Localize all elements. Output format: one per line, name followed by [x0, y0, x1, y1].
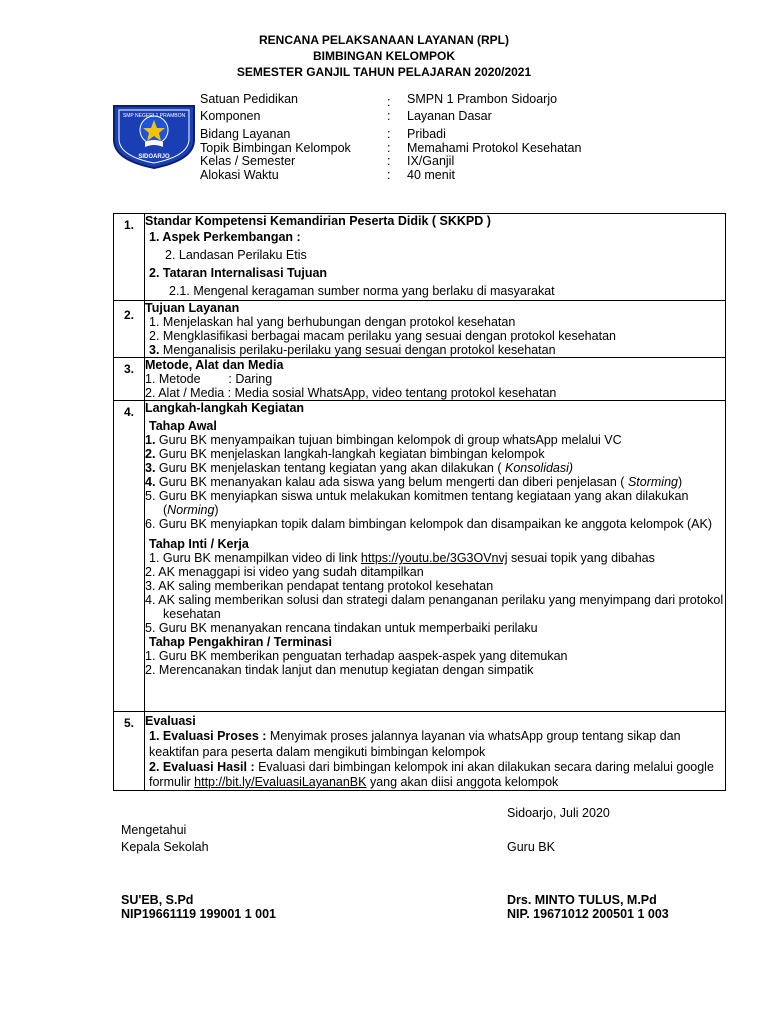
method-line: 1. Metode : Daring: [145, 372, 273, 386]
list-item: 2. Merencanakan tindak lanjut dan menutup kegiatan dengan simpatik: [145, 663, 534, 677]
list-item: 2. Landasan Perilaku Etis: [165, 248, 307, 262]
list-item: 1. Guru BK memberikan penguatan terhadap aaspek-aspek yang ditemukan: [145, 649, 568, 663]
acknowledge-label: Mengetahui: [121, 823, 187, 837]
identity-colon: :: [387, 109, 391, 123]
media-line: 2. Alat / Media : Media sosial WhatsApp, video tentang protokol kesehatan: [145, 386, 557, 400]
evaluation-form-link[interactable]: http://bit.ly/EvaluasiLayananBK: [194, 775, 367, 789]
table-row: [114, 401, 726, 712]
list-item: 3. Guru BK menjelaskan tentang kegiatan yang akan dilakukan ( Konsolidasi): [145, 461, 574, 475]
section-body: [145, 301, 726, 358]
doc-title-line-1: RENCANA PELAKSANAAN LAYANAN (RPL): [258, 33, 509, 47]
identity-value: IX/Ganjil: [407, 154, 455, 168]
doc-title-line-3: SEMESTER GANJIL TAHUN PELAJARAN 2020/2021: [236, 65, 532, 79]
counselor-nip: NIP. 19671012 200501 1 003: [507, 907, 669, 921]
list-item: 1. Guru BK menyampaikan tujuan bimbingan kelompok di group whatsApp melalui VC: [145, 433, 622, 447]
identity-label: Topik Bimbingan Kelompok: [200, 141, 351, 155]
list-item: 2. AK menaggapi isi video yang sudah ditampilkan: [145, 565, 424, 579]
plan-table: [113, 213, 726, 791]
section-number: 3.: [114, 358, 145, 401]
list-item: 2. Guru BK menjelaskan langkah-langkah kegiatan bimbingan kelompok: [145, 447, 545, 461]
identity-value: Pribadi: [407, 127, 446, 141]
table-row: [114, 358, 726, 401]
section-number: 5.: [114, 712, 145, 791]
identity-value: Memahami Protokol Kesehatan: [407, 141, 582, 155]
list-item: 4. AK saling memberikan solusi dan strategi dalam penanganan perilaku yang menyimpang dari protokol kesehatan: [145, 593, 724, 621]
identity-label: Satuan Pedidikan: [200, 92, 298, 106]
principal-name: SU'EB, S.Pd: [121, 893, 194, 907]
evaluation-process: 1. Evaluasi Proses : Menyimak proses jalannya layanan via whatsApp group tentang sikap dan keaktifan para peserta dalam mengikuti bimbingan kelompok: [149, 729, 681, 759]
list-item: 2. Mengklasifikasi berbagai macam perilaku yang sesuai dengan protokol kesehatan: [149, 329, 616, 343]
list-item: 2.1. Mengenal keragaman sumber norma yang berlaku di masyarakat: [169, 284, 555, 298]
evaluation-result: 2. Evaluasi Hasil : Evaluasi dari bimbingan kelompok ini akan dilakukan secara daring melalui google formulir http://bit.ly/EvaluasiLayananBK yang akan diisi anggota kelompok: [149, 760, 714, 789]
list-item: 3. AK saling memberikan pendapat tentang protokol kesehatan: [145, 579, 494, 593]
sub-heading: 2. Tataran Internalisasi Tujuan: [149, 266, 328, 280]
counselor-name: Drs. MINTO TULUS, M.Pd: [507, 893, 657, 907]
section-number: 4.: [114, 401, 145, 712]
section-number: 1.: [114, 214, 145, 301]
identity-value: SMPN 1 Prambon Sidoarjo: [407, 92, 558, 106]
list-item: 3. Menganalisis perilaku-perilaku yang sesuai dengan protokol kesehatan: [149, 343, 556, 357]
doc-title-line-2: BIMBINGAN KELOMPOK: [313, 49, 455, 63]
identity-colon: :: [387, 154, 391, 168]
list-item: 1. Menjelaskan hal yang berhubungan dengan protokol kesehatan: [149, 315, 516, 329]
video-link[interactable]: https://youtu.be/3G3OVnvj: [360, 551, 508, 565]
section-number: 2.: [114, 301, 145, 358]
table-row: [114, 712, 726, 791]
section-body: [145, 214, 726, 301]
list-item: 5. Guru BK menyiapkan siswa untuk melakukan komitmen tentang kegiataan yang akan dilakukan (Norming): [145, 489, 689, 517]
identity-colon: :: [387, 127, 391, 141]
section-title: Langkah-langkah Kegiatan: [145, 401, 305, 415]
section-body: [145, 401, 726, 712]
sub-heading: 1. Aspek Perkembangan :: [149, 230, 301, 244]
list-item: 1. Guru BK menampilkan video di link https://youtu.be/3G3OVnvj sesuai topik yang dibahas: [149, 551, 655, 565]
identity-label: Bidang Layanan: [200, 127, 291, 141]
table-row: [114, 214, 726, 301]
stage-title: Tahap Pengakhiran / Terminasi: [149, 635, 332, 649]
identity-label: Komponen: [200, 109, 261, 123]
logo-bottom-text: SIDOARJO: [138, 154, 170, 160]
section-title: Metode, Alat dan Media: [145, 358, 284, 372]
section-title: Standar Kompetensi Kemandirian Peserta Didik ( SKKPD ): [145, 214, 491, 228]
counselor-label: Guru BK: [507, 840, 555, 854]
list-item: 6. Guru BK menyiapkan topik dalam bimbingan kelompok dan disampaikan ke anggota kelompok (AK): [145, 517, 713, 531]
identity-value: 40 menit: [407, 168, 455, 182]
principal-nip: NIP19661119 199001 1 001: [121, 907, 277, 921]
table-row: [114, 301, 726, 358]
principal-label: Kepala Sekolah: [121, 840, 209, 854]
place-date: Sidoarjo, Juli 2020: [507, 806, 610, 820]
identity-value: Layanan Dasar: [407, 109, 492, 123]
identity-label: Alokasi Waktu: [200, 168, 279, 182]
section-title: Evaluasi: [145, 714, 196, 728]
identity-colon: :: [387, 141, 391, 155]
logo-top-text: SMP NEGERI 1 PRAMBON: [122, 113, 186, 119]
section-body: [145, 712, 726, 791]
identity-colon: :: [387, 168, 391, 182]
identity-colon: :: [387, 95, 391, 109]
section-body: [145, 358, 726, 401]
list-item: 5. Guru BK menanyakan rencana tindakan untuk memperbaiki perilaku: [145, 621, 538, 635]
identity-label: Kelas / Semester: [200, 154, 296, 168]
stage-title: Tahap Awal: [149, 419, 217, 433]
section-title: Tujuan Layanan: [145, 301, 240, 315]
stage-title: Tahap Inti / Kerja: [149, 537, 249, 551]
school-logo: [111, 100, 197, 170]
list-item: 4. Guru BK menanyakan kalau ada siswa yang belum mengerti dan diberi penjelasan ( Storming): [145, 475, 683, 489]
